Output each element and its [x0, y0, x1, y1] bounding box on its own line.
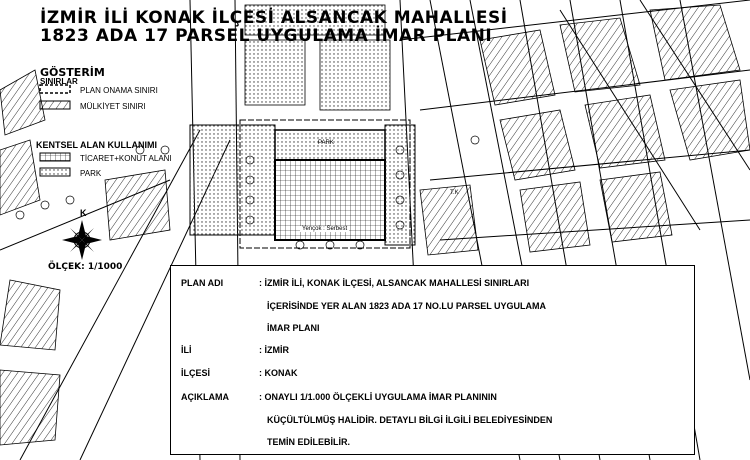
- map-title-line1: İZMİR İLİ KONAK İLÇESİ ALSANCAK MAHALLESİ: [40, 8, 508, 28]
- open-area-label: Yençok : Serbest: [302, 226, 348, 232]
- legend-plan-boundary: PLAN ONAMA SINIRI: [80, 86, 158, 95]
- scale-label: ÖLÇEK: 1/1000: [48, 262, 123, 272]
- plan-name-line3: İMAR PLANI: [267, 323, 320, 333]
- legend-boundaries-heading: SINIRLAR: [40, 77, 78, 86]
- description-label: AÇIKLAMA: [181, 392, 229, 402]
- province-label: İLİ: [181, 345, 192, 355]
- tk-label: T.K: [450, 190, 459, 196]
- legend-swatches: [40, 85, 70, 176]
- legend-land-use-heading: KENTSEL ALAN KULLANIMI: [36, 140, 157, 150]
- map-title-line2: 1823 ADA 17 PARSEL UYGULAMA İMAR PLANI: [40, 26, 493, 46]
- legend-property-boundary: MÜLKİYET SINIRI: [80, 102, 146, 111]
- province-value: : İZMİR: [259, 345, 289, 355]
- description-line1: : ONAYLI 1/1.000 ÖLÇEKLİ UYGULAMA İMAR PLANININ: [259, 392, 497, 402]
- description-line3: TEMİN EDİLEBİLİR.: [267, 437, 350, 447]
- legend-commercial-residential: TİCARET+KONUT ALANI: [80, 154, 172, 163]
- district-value: : KONAK: [259, 368, 298, 378]
- description-line2: KÜÇÜLTÜLMÜŞ HALİDİR. DETAYLI BİLGİ İLGİLİ BELEDİYESİNDEN: [267, 415, 553, 425]
- plan-name-line1: : İZMİR İLİ, KONAK İLÇESİ, ALSANCAK MAHALLESİ SINIRLARI: [259, 278, 530, 288]
- plan-name-line2: İÇERİSİNDE YER ALAN 1823 ADA 17 NO.LU PARSEL UYGULAMA: [267, 301, 547, 311]
- legend-park: PARK: [80, 169, 102, 178]
- left-blocks: [0, 70, 170, 445]
- north-label: K: [80, 208, 87, 218]
- legend-heading: GÖSTERİM: [40, 66, 105, 79]
- district-label: İLÇESİ: [181, 368, 211, 378]
- plan-info-box: [170, 265, 695, 455]
- plan-name-label: PLAN ADI: [181, 278, 224, 288]
- park-map-label: PARK: [318, 140, 334, 146]
- compass-icon: [62, 220, 102, 260]
